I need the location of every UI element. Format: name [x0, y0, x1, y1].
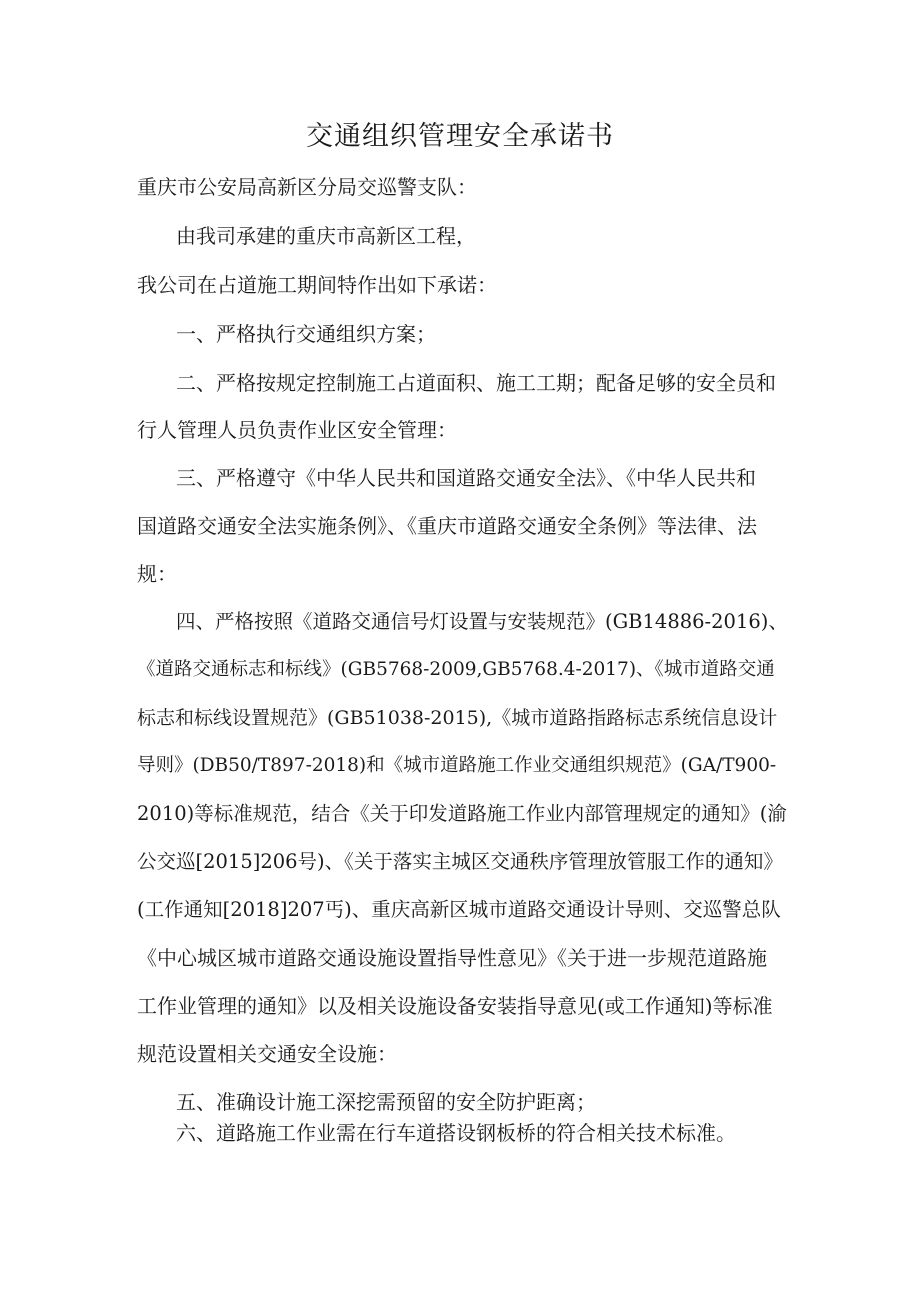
document-title: 交通组织管理安全承诺书 [306, 121, 614, 152]
intro-line-2: 我公司在占道施工期间特作出如下承诺： [137, 273, 497, 297]
item-5-line-1: 五、准确设计施工深挖需预留的安全防护距离； [176, 1090, 596, 1114]
item-4-line-5: 2010)等标准规范，结合《关于印发道路施工作业内部管理规定的通知》(渝 [137, 802, 787, 825]
item-4-line-7: (工作通知[2018]207丐)、重庆高新区城市道路交通设计导则、交巡警总队 [137, 898, 781, 921]
item-3-line-3: 规： [137, 562, 177, 586]
item-3-line-2: 国道路交通安全法实施条例》、《重庆市道路交通安全条例》等法律、法 [137, 514, 757, 538]
item-4-line-10: 规范设置相关交通安全设施： [137, 1042, 397, 1066]
item-6-line-1: 六、道路施工作业需在行车道搭设钢板桥的符合相关技术标准。 [176, 1121, 736, 1145]
addressee-line: 重庆市公安局高新区分局交巡警支队： [137, 175, 477, 199]
item-4-line-2: 《道路交通标志和标线》(GB5768-2009,GB5768.4-2017)、《城市道路交通 [137, 659, 775, 680]
intro-line-1: 由我司承建的重庆市高新区工程， [176, 224, 476, 248]
item-1-line-1: 一、严格执行交通组织方案； [176, 322, 436, 346]
item-2-line-2: 行人管理人员负责作业区安全管理： [137, 418, 457, 442]
item-4-line-6: 公交巡[2015]206号)、《关于落实主城区交通秩序管理放管服工作的通知》 [137, 850, 783, 873]
item-4-line-1: 四、严格按照《道路交通信号灯设置与安装规范》(GB14886-2016)、 [176, 610, 788, 633]
item-2-line-1: 二、严格按规定控制施工占道面积、施工工期；配备足够的安全员和 [176, 371, 776, 395]
item-4-line-9: 工作业管理的通知》以及相关设施设备安装指导意见(或工作通知)等标准 [137, 994, 773, 1018]
item-4-line-3: 标志和标线设置规范》(GB51038-2015),《城市道路指路标志系统信息设计 [137, 707, 778, 729]
item-3-line-1: 三、严格遵守《中华人民共和国道路交通安全法》、《中华人民共和 [176, 466, 756, 490]
item-4-line-8: 《中心城区城市道路交通设施设置指导性意见》《关于进一步规范道路施 [137, 946, 767, 970]
item-4-line-4: 导则》(DB50/T897-2018)和《城市道路施工作业交通组织规范》(GA/T900- [137, 755, 777, 776]
